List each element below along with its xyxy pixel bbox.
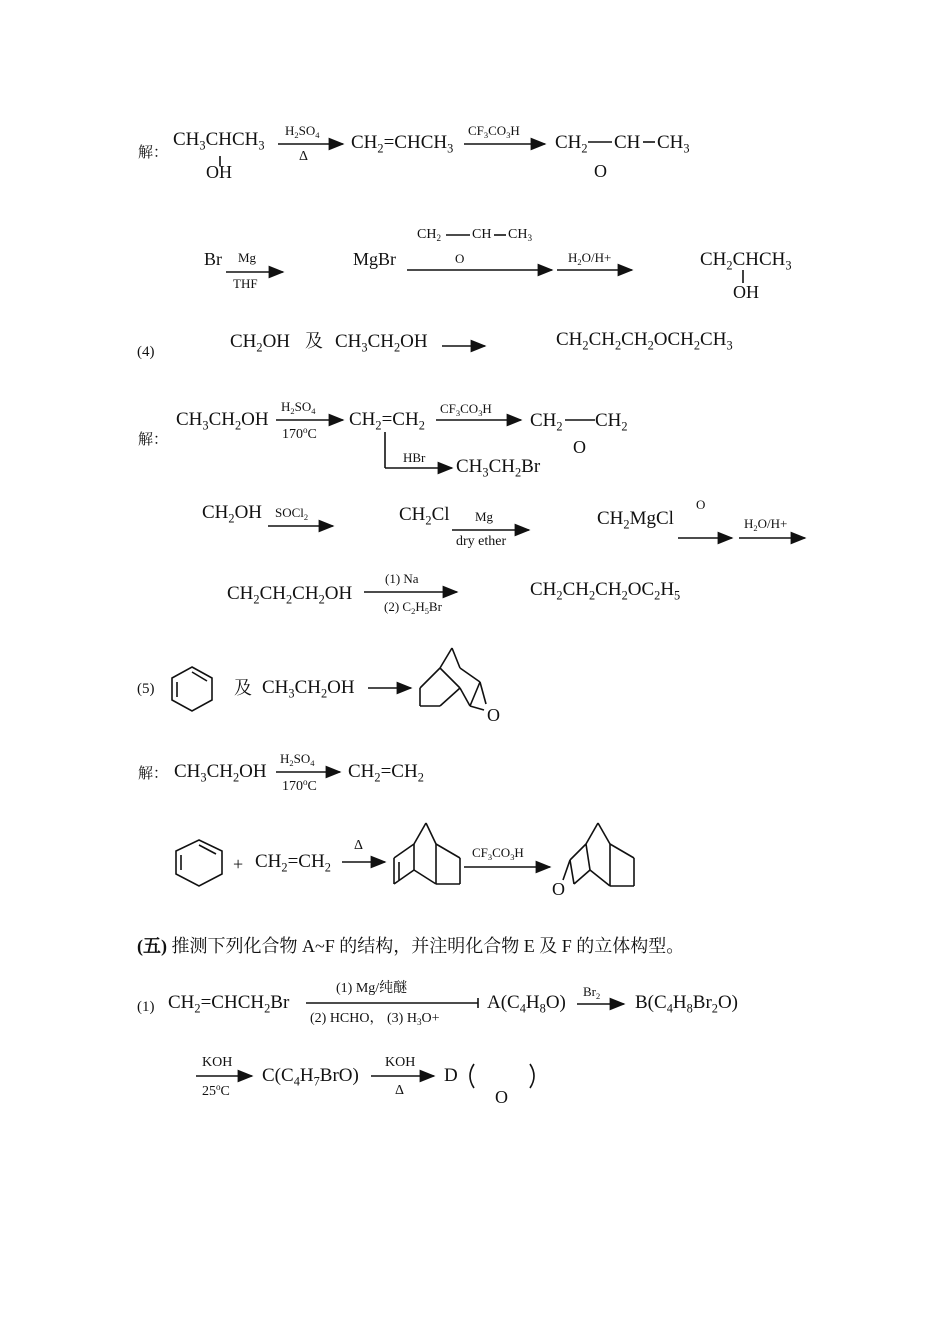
bicyclic-epoxide-icon	[420, 648, 486, 710]
problem-number: (1)	[137, 999, 155, 1015]
product-alcohol: $CH_2CHCH_3$	[700, 249, 792, 273]
ethylene: $CH_2=CH_2$	[255, 851, 331, 875]
compound-b: $B(C_4H_8Br_2O)$	[635, 992, 738, 1016]
condition-hcho: (2) HCHO， (3) $H_3O+$	[310, 1011, 440, 1028]
condition-peracid: $CF_3CO_3H$	[440, 401, 492, 418]
final-ether: $CH_2CH_2CH_2OC_2H_5$	[530, 579, 681, 603]
jie-label: 解：	[138, 432, 169, 448]
reagent-epoxide-ch3: $CH_3$	[508, 227, 532, 244]
epoxide-o: O	[487, 705, 500, 725]
ethylene-oxide-ch2a: $CH_2$	[530, 410, 563, 434]
condition-h2so4: $H_2SO_4$	[280, 751, 315, 768]
condition-socl2: SOCl$_2$	[275, 505, 309, 522]
condition-hydrolysis: $H_2O/H+$	[568, 250, 612, 267]
hydroxyl-label: OH	[206, 162, 232, 182]
reagent-epoxide-ch: CH	[472, 227, 492, 242]
condition-etbr: (2) $C_2H_5Br$	[384, 599, 442, 616]
bromo-group: Br	[204, 249, 222, 269]
compound-d: D	[444, 1065, 458, 1086]
plus-sign: +	[233, 854, 244, 874]
problem-number: (4)	[137, 344, 155, 360]
condition-na: (1) Na	[385, 571, 419, 586]
ethylene-oxide-ch2b: $CH_2$	[595, 410, 628, 434]
condition-heat: Δ	[395, 1083, 405, 1098]
compound-d-oxygen: O	[495, 1087, 508, 1107]
condition-heat: Δ	[354, 838, 364, 853]
ethanol: $CH_3CH_2OH$	[262, 677, 355, 701]
and-label: 及	[234, 678, 252, 698]
reactant-ch2oh: $CH_2OH$	[230, 331, 291, 355]
jie-label: 解：	[138, 145, 169, 161]
benzyl-chloride: $CH_2Cl$	[399, 504, 450, 528]
heading-text: 推测下列化合物 A~F 的结构，并注明化合物 E 及 F 的立体构型。	[171, 936, 685, 956]
grignard-reagent: $CH_2MgCl$	[597, 508, 674, 532]
grignard-group: MgBr	[353, 249, 397, 269]
ethyl-bromide: $CH_3CH_2Br$	[456, 456, 541, 480]
reactant-ethanol: $CH_3CH_2OH$	[335, 331, 428, 355]
reagent-epoxide-ch2: $CH_2$	[417, 227, 441, 244]
and-label: 及	[305, 331, 323, 351]
ethylene: $CH_2=CH_2$	[348, 761, 424, 785]
ethanol: $CH_3CH_2OH$	[174, 761, 267, 785]
phenylpropanol: $CH_2CH_2CH_2OH$	[227, 583, 353, 607]
condition-temp: 170$^o$C	[282, 425, 317, 442]
epoxide-ch2: $CH_2$	[555, 132, 588, 156]
condition-ether: dry ether	[456, 534, 507, 549]
benzyl-alcohol: $CH_2OH$	[202, 502, 263, 526]
cyclohexadiene-icon	[172, 667, 212, 711]
product-oh: OH	[733, 282, 759, 302]
right-paren	[530, 1064, 534, 1088]
reagent-epoxide-o: O	[455, 251, 465, 266]
compound-c: $C(C_4H_7BrO)$	[262, 1065, 359, 1089]
compound-a: $A(C_4H_8O)$	[487, 992, 566, 1016]
epoxide-o: O	[594, 161, 607, 181]
cyclohexadiene-icon	[176, 840, 222, 886]
target-ether: $CH_2CH_2CH_2OCH_2CH_3$	[556, 329, 733, 353]
reactant-isopropanol: $CH_3CHCH_3$	[173, 129, 265, 153]
condition-peracid: $CF_3CO_3H$	[472, 845, 524, 862]
condition-mg: Mg	[238, 250, 257, 265]
condition-koh: KOH	[385, 1055, 416, 1070]
norbornene-icon	[394, 823, 460, 884]
condition-thf: THF	[233, 276, 258, 291]
epoxide-product-icon	[563, 823, 634, 886]
heading-number: (五)	[137, 936, 167, 956]
condition-grignard: (1) Mg/纯醚	[336, 981, 408, 996]
condition-h2so4: $H_2SO_4$	[285, 123, 320, 140]
propene: $CH_2=CHCH_3$	[351, 132, 454, 156]
epoxide-o: O	[552, 879, 565, 899]
epoxide-ch3: $CH_3$	[657, 132, 690, 156]
condition-temp: 25$^o$C	[202, 1082, 230, 1099]
ethylene-oxide-o: O	[573, 437, 586, 457]
condition-h2so4: $H_2SO_4$	[281, 399, 316, 416]
jie-label: 解：	[138, 766, 169, 782]
ethylene: $CH_2=CH_2$	[349, 409, 425, 433]
problem-number: (5)	[137, 681, 155, 697]
condition-hbr: HBr	[403, 450, 426, 465]
condition-br2: $Br_2$	[583, 984, 601, 1001]
allyl-bromide: $CH_2=CHCH_2Br$	[168, 992, 290, 1016]
epoxide-ch: CH	[614, 132, 641, 153]
condition-heat: Δ	[299, 149, 309, 164]
condition-hydrolysis: $H_2O/H+$	[744, 516, 788, 533]
condition-temp: 170$^o$C	[282, 777, 317, 794]
reagent-oxide: O	[696, 497, 706, 512]
section-heading	[137, 937, 684, 955]
ethanol: $CH_3CH_2OH$	[176, 409, 269, 433]
condition-mg: Mg	[475, 509, 494, 524]
condition-koh: KOH	[202, 1055, 233, 1070]
condition-peracid: $CF_3CO_3H$	[468, 123, 520, 140]
left-paren	[470, 1064, 474, 1088]
